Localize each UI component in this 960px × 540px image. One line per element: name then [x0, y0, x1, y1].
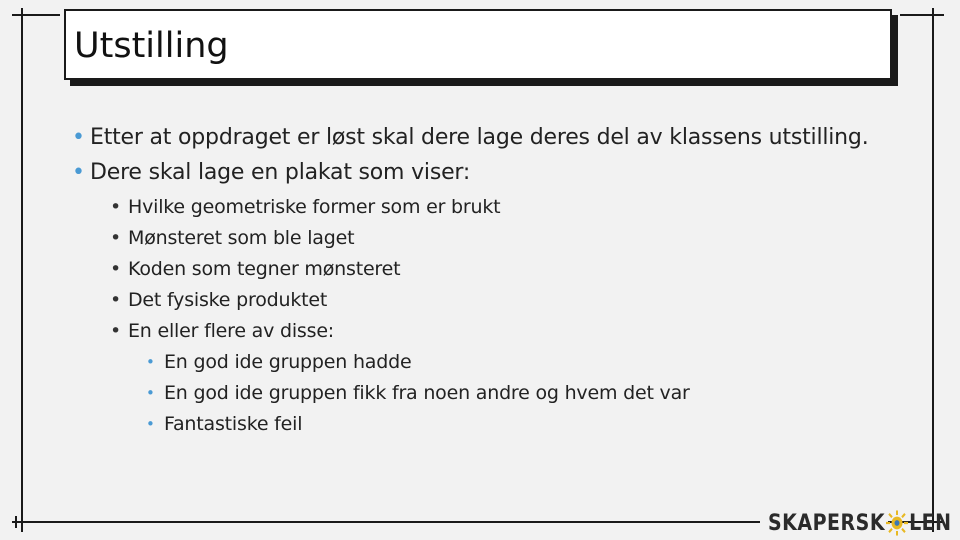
sub-bullet-item: • En eller flere av disse:	[110, 316, 932, 347]
sub-sub-bullet-item: • Fantastiske feil	[146, 409, 932, 440]
bullet-item: • Etter at oppdraget er løst skal dere lage deres del av klassens utstilling.	[72, 120, 932, 155]
sub-bullet-item: • Det fysiske produktet	[110, 285, 932, 316]
sub-sub-bullet-item: • En god ide gruppen hadde	[146, 347, 932, 378]
logo-text-left: SKAPERSK	[768, 510, 886, 536]
bullet-item: • Dere skal lage en plakat som viser:	[72, 155, 932, 190]
sun-o-icon	[886, 510, 908, 535]
logo-text-right: LEN	[909, 510, 952, 536]
sub-bullet-item: • Hvilke geometriske former som er brukt	[110, 192, 932, 223]
sub-bullet-item: • Koden som tegner mønsteret	[110, 254, 932, 285]
skaperskolen-logo	[768, 506, 952, 540]
slide-content	[72, 120, 932, 440]
sub-bullet-item: • Mønsteret som ble laget	[110, 223, 932, 254]
slide-title: Utstilling	[74, 26, 229, 66]
title-box	[64, 9, 892, 80]
sub-sub-bullet-item: • En god ide gruppen fikk fra noen andre og hvem det var	[146, 378, 932, 409]
